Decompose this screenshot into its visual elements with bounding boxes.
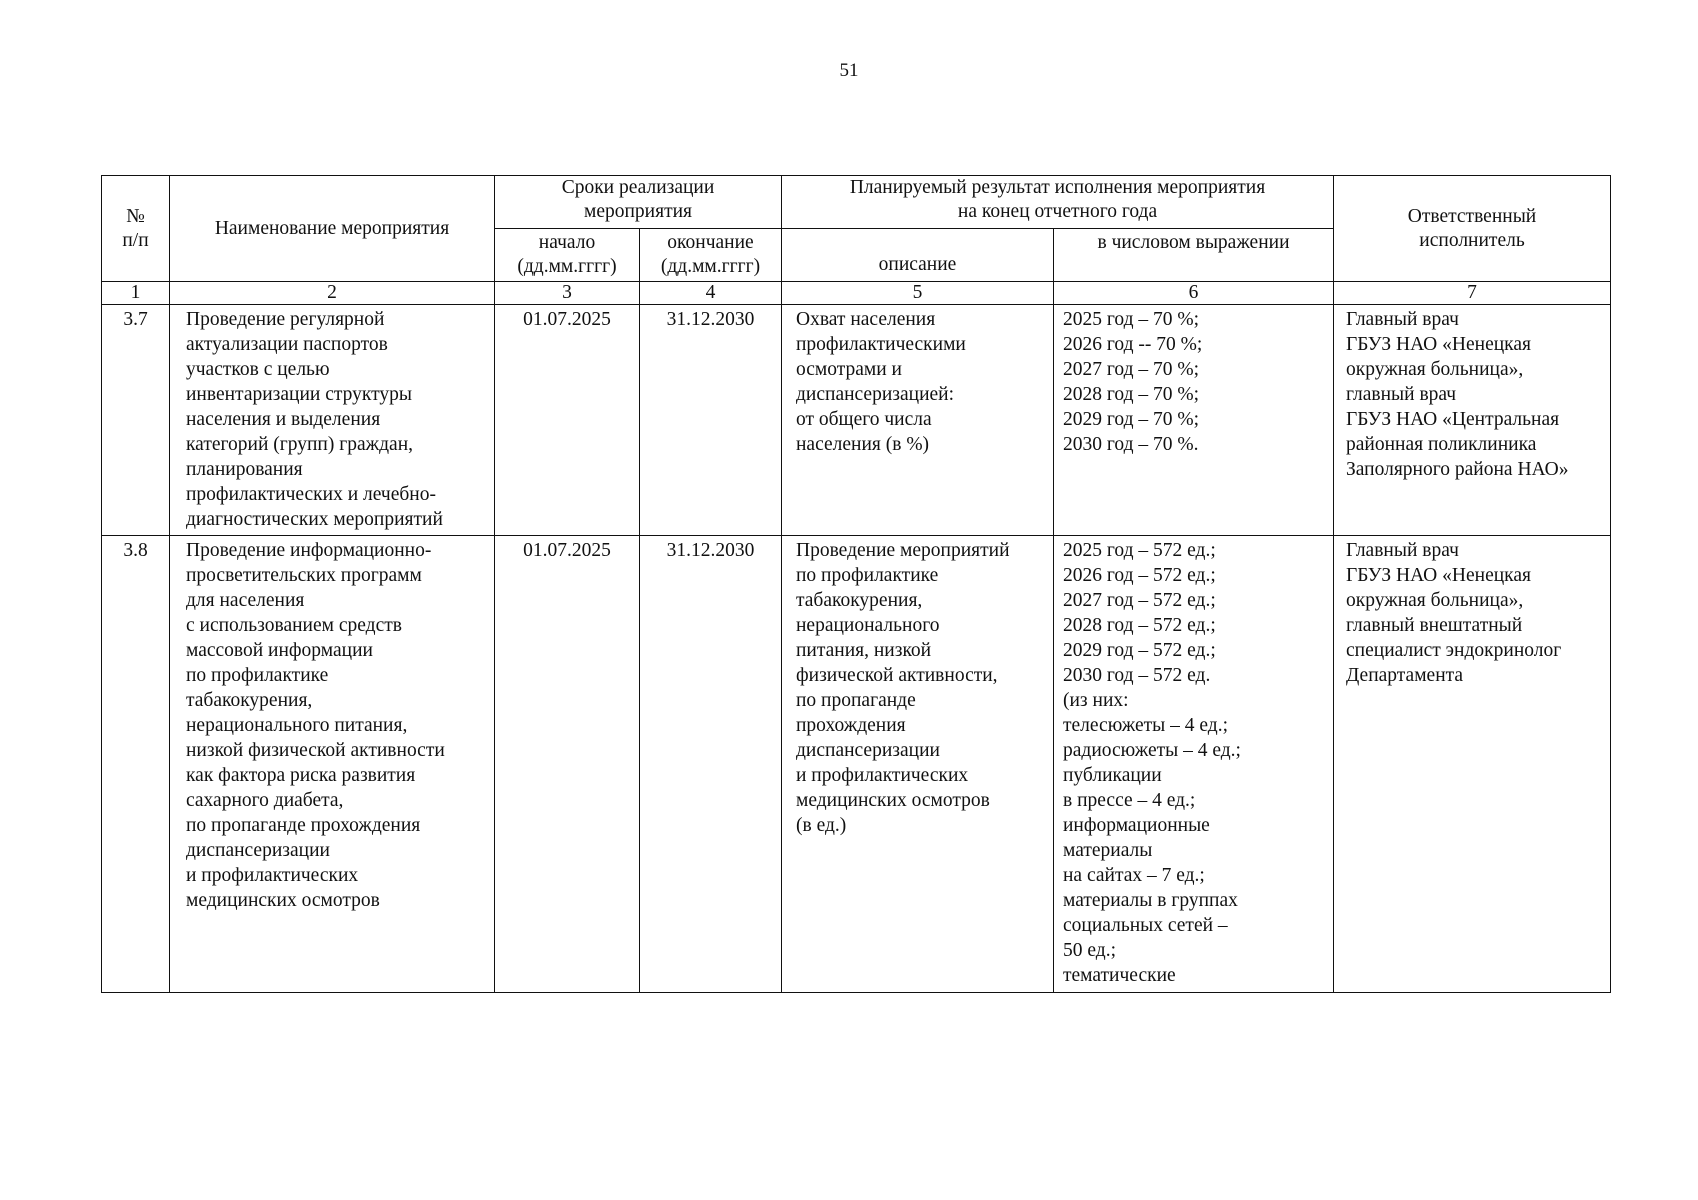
header-start-date: начало (дд.мм.гггг)	[495, 229, 640, 282]
header-terms-group: Сроки реализации мероприятия	[495, 176, 782, 229]
header-number: № п/п	[102, 176, 170, 282]
page-number: 51	[839, 60, 859, 81]
result-numeric: 2025 год – 70 %; 2026 год -- 70 %; 2027 год – 70 %; 2028 год – 70 %; 2029 год – 70 %; 2030 год – 70 %.	[1054, 305, 1334, 536]
header-numeric: в числовом выражении	[1054, 229, 1334, 282]
table-row	[102, 536, 1611, 993]
responsible-executor: Главный врач ГБУЗ НАО «Ненецкая окружная больница», главный внештатный специалист эндокринолог Департамента	[1334, 536, 1611, 993]
header-result-group: Планируемый результат исполнения мероприятия на конец отчетного года	[782, 176, 1334, 229]
end-date: 31.12.2030	[640, 305, 782, 536]
activity-name: Проведение информационно- просветительских программ для населения с использованием средств массовой информации по профилактике табакокурения, нерационального питания, низкой физической активности как фактора риска развития сахарного диабета, по пропаганде прохождения диспансеризации и профилактических медицинских осмотров	[170, 536, 495, 993]
column-number: 7	[1334, 282, 1611, 305]
header-end-date: окончание (дд.мм.гггг)	[640, 229, 782, 282]
result-numeric: 2025 год – 572 ед.; 2026 год – 572 ед.; 2027 год – 572 ед.; 2028 год – 572 ед.; 2029 год – 572 ед.; 2030 год – 572 ед. (из них: телесюжеты – 4 ед.; радиосюжеты – 4 ед.; публикации в прессе – 4 ед.; информационные материалы на сайтах – 7 ед.; материалы в группах социальных сетей – 50 ед.; тематические	[1054, 536, 1334, 993]
table-row	[102, 305, 1611, 536]
header-description: описание	[782, 229, 1054, 282]
end-date: 31.12.2030	[640, 536, 782, 993]
column-number: 1	[102, 282, 170, 305]
column-number: 2	[170, 282, 495, 305]
column-numbers-row	[102, 282, 1611, 305]
result-description: Проведение мероприятий по профилактике табакокурения, нерационального питания, низкой физической активности, по пропаганде прохождения диспансеризации и профилактических медицинских осмотров (в ед.)	[782, 536, 1054, 993]
row-number: 3.8	[102, 536, 170, 993]
start-date: 01.07.2025	[495, 305, 640, 536]
column-number: 5	[782, 282, 1054, 305]
header-activity-name: Наименование мероприятия	[170, 176, 495, 282]
responsible-executor: Главный врач ГБУЗ НАО «Ненецкая окружная больница», главный врач ГБУЗ НАО «Центральная районная поликлиника Заполярного района НАО»	[1334, 305, 1611, 536]
activities-table	[101, 175, 1611, 993]
start-date: 01.07.2025	[495, 536, 640, 993]
result-description: Охват населения профилактическими осмотрами и диспансеризацией: от общего числа населения (в %)	[782, 305, 1054, 536]
column-number: 6	[1054, 282, 1334, 305]
column-number: 4	[640, 282, 782, 305]
activity-name: Проведение регулярной актуализации паспортов участков с целью инвентаризации структуры населения и выделения категорий (групп) граждан, планирования профилактических и лечебно- диагностических мероприятий	[170, 305, 495, 536]
header-responsible: Ответственный исполнитель	[1334, 176, 1611, 282]
row-number: 3.7	[102, 305, 170, 536]
column-number: 3	[495, 282, 640, 305]
